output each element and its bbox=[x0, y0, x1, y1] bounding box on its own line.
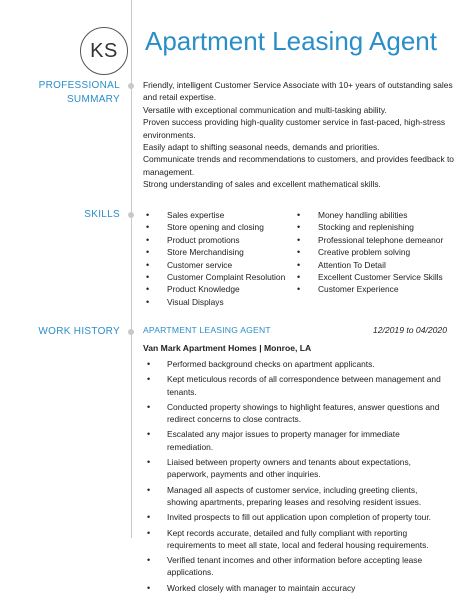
skill-item: • Excellent Customer Service Skills bbox=[297, 271, 443, 283]
section-title-line: PROFESSIONAL bbox=[38, 80, 120, 91]
section-title-work-history: WORK HISTORY bbox=[38, 326, 120, 337]
skill-item: • Customer service bbox=[146, 259, 285, 271]
summary-text bbox=[143, 79, 457, 191]
skill-item: • Customer Experience bbox=[297, 283, 443, 295]
duty-item: • Kept records accurate, detailed and fully compliant with reporting requirements to meet all state, local and federal housing requirements. bbox=[143, 527, 443, 552]
timeline-dot bbox=[128, 329, 134, 335]
monogram-badge: KS bbox=[80, 27, 128, 75]
summary-line: Easily adapt to shifting seasonal needs, demands and priorities. bbox=[143, 142, 380, 153]
job-title: APARTMENT LEASING AGENT bbox=[143, 325, 271, 335]
skill-item: • Professional telephone demeanor bbox=[297, 234, 443, 246]
page-title: Apartment Leasing Agent bbox=[145, 26, 437, 56]
job-dates: 12/2019 to 04/2020 bbox=[372, 325, 447, 335]
skill-item: • Sales expertise bbox=[146, 209, 285, 221]
duty-item: • Invited prospects to fill out application upon completion of property tour. bbox=[143, 511, 443, 523]
skills-list-right bbox=[297, 209, 443, 296]
duty-item: • Performed background checks on apartment applicants. bbox=[143, 358, 443, 370]
skill-item: • Attention To Detail bbox=[297, 259, 443, 271]
summary-line: Proven success providing high-quality customer service in fast-paced, high-stress environments. bbox=[143, 117, 446, 140]
skill-item: • Store Merchandising bbox=[146, 246, 285, 258]
section-title-summary bbox=[39, 79, 120, 107]
section-title-skills: SKILLS bbox=[84, 209, 120, 220]
skill-item: • Product promotions bbox=[146, 234, 285, 246]
duty-item: • Liaised between property owners and tenants about expectations, paperwork, payments and other inquiries. bbox=[143, 456, 443, 481]
duty-item: • Managed all aspects of customer service, including greeting clients, showing apartments, preparing leases and resolving resident issues. bbox=[143, 484, 443, 509]
duty-item: • Worked closely with manager to maintain accuracy bbox=[143, 582, 443, 594]
section-title-line: SUMMARY bbox=[66, 94, 120, 105]
timeline-line bbox=[131, 0, 132, 538]
duty-item: • Conducted property showings to highlight features, answer questions and redirect concerns to close contracts. bbox=[143, 401, 443, 426]
employer: Van Mark Apartment Homes | Monroe, LA bbox=[143, 343, 312, 353]
skill-item: • Money handling abilities bbox=[297, 209, 443, 221]
skill-item: • Stocking and replenishing bbox=[297, 221, 443, 233]
summary-line: Communicate trends and recommendations to customers, and provides feedback to management. bbox=[143, 154, 454, 177]
timeline-dot bbox=[128, 83, 134, 89]
duty-item: • Verified tenant incomes and other information before accepting lease applications. bbox=[143, 554, 443, 579]
duty-item: • Escalated any major issues to property manager for immediate remediation. bbox=[143, 428, 443, 453]
timeline-dot bbox=[128, 212, 134, 218]
skill-item: • Visual Displays bbox=[146, 296, 285, 308]
skill-item: • Product Knowledge bbox=[146, 283, 285, 295]
duties-list bbox=[143, 358, 443, 597]
skill-item: • Customer Complaint Resolution bbox=[146, 271, 285, 283]
summary-line: Friendly, intelligent Customer Service Associate with 10+ years of outstanding sales and retail expertise. bbox=[143, 80, 453, 103]
duty-item: • Kept meticulous records of all correspondence between management and tenants. bbox=[143, 373, 443, 398]
skill-item: • Store opening and closing bbox=[146, 221, 285, 233]
summary-line: Versatile with exceptional communication and multi-tasking ability. bbox=[143, 104, 387, 115]
summary-line: Strong understanding of sales and excellent mathematical skills. bbox=[143, 179, 381, 190]
skill-item: • Creative problem solving bbox=[297, 246, 443, 258]
skills-list-left bbox=[146, 209, 285, 308]
